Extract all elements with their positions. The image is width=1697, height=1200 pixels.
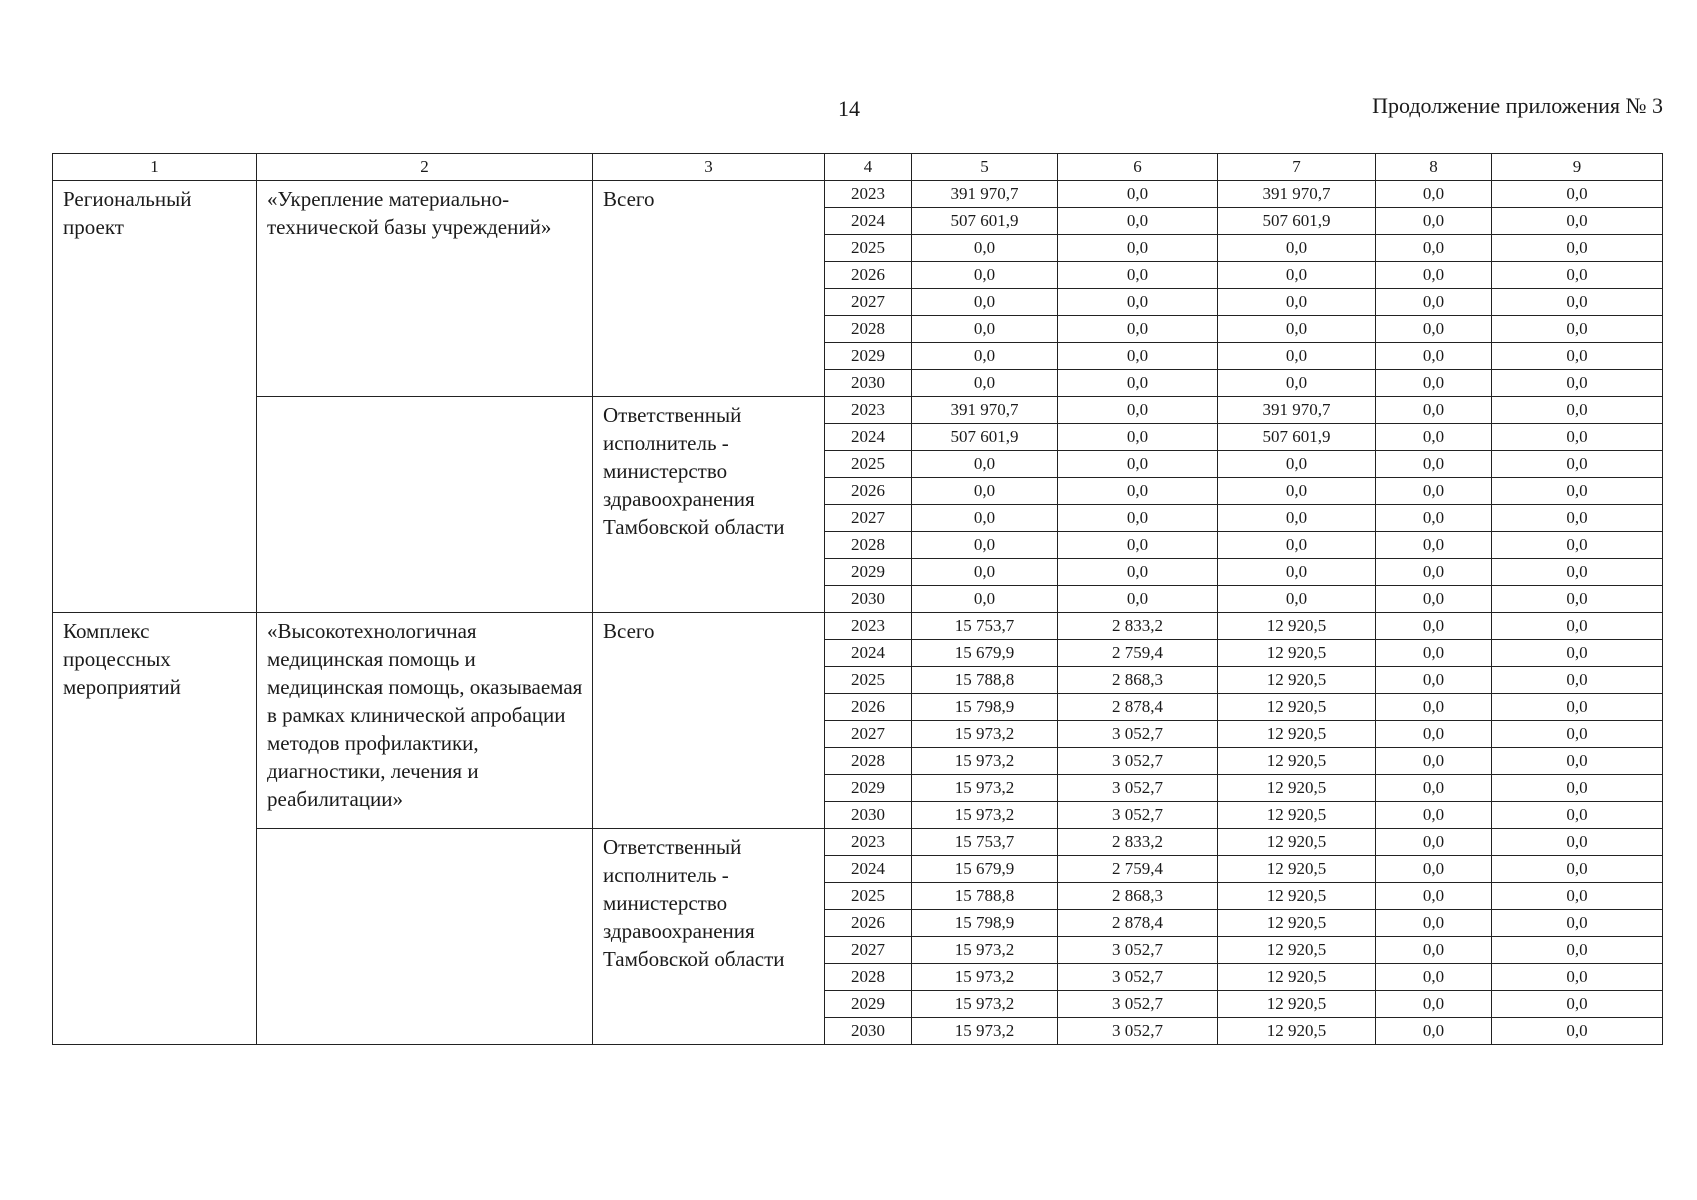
total-cell: 15 973,2: [912, 775, 1058, 802]
regional-cell: 0,0: [1218, 532, 1376, 559]
local-cell: 0,0: [1376, 883, 1492, 910]
total-cell: 15 973,2: [912, 1018, 1058, 1045]
regional-cell: 12 920,5: [1218, 748, 1376, 775]
other-cell: 0,0: [1492, 451, 1663, 478]
table-body: [53, 154, 1663, 1045]
table-row: [53, 181, 1663, 208]
year-cell: 2025: [825, 451, 912, 478]
federal-cell: 0,0: [1058, 586, 1218, 613]
total-cell: 15 788,8: [912, 667, 1058, 694]
regional-cell: 12 920,5: [1218, 802, 1376, 829]
local-cell: 0,0: [1376, 613, 1492, 640]
local-cell: 0,0: [1376, 856, 1492, 883]
local-cell: 0,0: [1376, 370, 1492, 397]
federal-cell: 0,0: [1058, 181, 1218, 208]
year-cell: 2030: [825, 1018, 912, 1045]
local-cell: 0,0: [1376, 289, 1492, 316]
total-cell: 391 970,7: [912, 181, 1058, 208]
regional-cell: 0,0: [1218, 235, 1376, 262]
total-cell: 0,0: [912, 262, 1058, 289]
year-cell: 2028: [825, 964, 912, 991]
regional-cell: 0,0: [1218, 262, 1376, 289]
total-cell: 391 970,7: [912, 397, 1058, 424]
year-cell: 2027: [825, 289, 912, 316]
federal-cell: 0,0: [1058, 397, 1218, 424]
year-cell: 2029: [825, 559, 912, 586]
other-cell: 0,0: [1492, 748, 1663, 775]
regional-cell: 0,0: [1218, 586, 1376, 613]
regional-cell: 12 920,5: [1218, 910, 1376, 937]
column-header: 1: [53, 154, 257, 181]
column-header: 8: [1376, 154, 1492, 181]
federal-cell: 0,0: [1058, 478, 1218, 505]
other-cell: 0,0: [1492, 991, 1663, 1018]
column-header: 5: [912, 154, 1058, 181]
total-cell: 15 973,2: [912, 964, 1058, 991]
other-cell: 0,0: [1492, 235, 1663, 262]
year-cell: 2027: [825, 505, 912, 532]
local-cell: 0,0: [1376, 424, 1492, 451]
local-cell: 0,0: [1376, 478, 1492, 505]
year-cell: 2029: [825, 343, 912, 370]
column-header: 2: [257, 154, 593, 181]
local-cell: 0,0: [1376, 1018, 1492, 1045]
year-cell: 2026: [825, 262, 912, 289]
total-cell: 15 753,7: [912, 613, 1058, 640]
group-label-cell: Всего: [593, 613, 825, 829]
local-cell: 0,0: [1376, 451, 1492, 478]
year-cell: 2030: [825, 802, 912, 829]
federal-cell: 3 052,7: [1058, 748, 1218, 775]
local-cell: 0,0: [1376, 694, 1492, 721]
regional-cell: 391 970,7: [1218, 397, 1376, 424]
column-header: 4: [825, 154, 912, 181]
other-cell: 0,0: [1492, 802, 1663, 829]
total-cell: 15 798,9: [912, 910, 1058, 937]
local-cell: 0,0: [1376, 532, 1492, 559]
federal-cell: 0,0: [1058, 532, 1218, 559]
other-cell: 0,0: [1492, 829, 1663, 856]
total-cell: 0,0: [912, 289, 1058, 316]
federal-cell: 2 878,4: [1058, 910, 1218, 937]
total-cell: 507 601,9: [912, 208, 1058, 235]
local-cell: 0,0: [1376, 343, 1492, 370]
year-cell: 2024: [825, 856, 912, 883]
year-cell: 2028: [825, 748, 912, 775]
federal-cell: 0,0: [1058, 505, 1218, 532]
total-cell: 15 679,9: [912, 856, 1058, 883]
other-cell: 0,0: [1492, 694, 1663, 721]
local-cell: 0,0: [1376, 505, 1492, 532]
federal-cell: 3 052,7: [1058, 721, 1218, 748]
total-cell: 15 788,8: [912, 883, 1058, 910]
total-cell: 0,0: [912, 532, 1058, 559]
local-cell: 0,0: [1376, 586, 1492, 613]
column-header: 9: [1492, 154, 1663, 181]
regional-cell: 0,0: [1218, 451, 1376, 478]
other-cell: 0,0: [1492, 343, 1663, 370]
local-cell: 0,0: [1376, 937, 1492, 964]
year-cell: 2024: [825, 640, 912, 667]
group-label-cell: Всего: [593, 181, 825, 397]
year-cell: 2028: [825, 532, 912, 559]
other-cell: 0,0: [1492, 262, 1663, 289]
year-cell: 2028: [825, 316, 912, 343]
column-header: 6: [1058, 154, 1218, 181]
continuation-label: Продолжение приложения № 3: [1372, 93, 1663, 118]
other-cell: 0,0: [1492, 937, 1663, 964]
regional-cell: 12 920,5: [1218, 964, 1376, 991]
year-cell: 2025: [825, 667, 912, 694]
table-row: [53, 829, 1663, 856]
total-cell: 0,0: [912, 235, 1058, 262]
regional-cell: 0,0: [1218, 316, 1376, 343]
other-cell: 0,0: [1492, 775, 1663, 802]
other-cell: 0,0: [1492, 505, 1663, 532]
regional-cell: 507 601,9: [1218, 424, 1376, 451]
year-cell: 2029: [825, 775, 912, 802]
other-cell: 0,0: [1492, 424, 1663, 451]
other-cell: 0,0: [1492, 559, 1663, 586]
federal-cell: 3 052,7: [1058, 937, 1218, 964]
federal-cell: 3 052,7: [1058, 964, 1218, 991]
total-cell: 0,0: [912, 559, 1058, 586]
federal-cell: 2 878,4: [1058, 694, 1218, 721]
federal-cell: 2 833,2: [1058, 613, 1218, 640]
regional-cell: 0,0: [1218, 478, 1376, 505]
local-cell: 0,0: [1376, 316, 1492, 343]
regional-cell: 12 920,5: [1218, 1018, 1376, 1045]
local-cell: 0,0: [1376, 748, 1492, 775]
local-cell: 0,0: [1376, 964, 1492, 991]
local-cell: 0,0: [1376, 991, 1492, 1018]
total-cell: 15 973,2: [912, 802, 1058, 829]
total-cell: 507 601,9: [912, 424, 1058, 451]
other-cell: 0,0: [1492, 208, 1663, 235]
block-name-cell: «Укрепление материально-технической базы учреждений»: [257, 181, 593, 397]
block-type-cell: Комплекс процессных мероприятий: [53, 613, 257, 1045]
federal-cell: 3 052,7: [1058, 775, 1218, 802]
regional-cell: 12 920,5: [1218, 613, 1376, 640]
total-cell: 15 973,2: [912, 991, 1058, 1018]
other-cell: 0,0: [1492, 289, 1663, 316]
funding-table: [52, 153, 1663, 1045]
federal-cell: 2 759,4: [1058, 640, 1218, 667]
regional-cell: 391 970,7: [1218, 181, 1376, 208]
federal-cell: 0,0: [1058, 262, 1218, 289]
year-cell: 2026: [825, 478, 912, 505]
federal-cell: 0,0: [1058, 451, 1218, 478]
federal-cell: 0,0: [1058, 235, 1218, 262]
other-cell: 0,0: [1492, 667, 1663, 694]
other-cell: 0,0: [1492, 181, 1663, 208]
local-cell: 0,0: [1376, 262, 1492, 289]
block-name-empty-cell: [257, 397, 593, 613]
regional-cell: 12 920,5: [1218, 991, 1376, 1018]
other-cell: 0,0: [1492, 316, 1663, 343]
federal-cell: 3 052,7: [1058, 1018, 1218, 1045]
year-cell: 2030: [825, 370, 912, 397]
block-name-empty-cell: [257, 829, 593, 1045]
total-cell: 0,0: [912, 316, 1058, 343]
local-cell: 0,0: [1376, 559, 1492, 586]
total-cell: 0,0: [912, 586, 1058, 613]
other-cell: 0,0: [1492, 721, 1663, 748]
total-cell: 15 973,2: [912, 748, 1058, 775]
total-cell: 15 973,2: [912, 721, 1058, 748]
regional-cell: 12 920,5: [1218, 640, 1376, 667]
regional-cell: 12 920,5: [1218, 829, 1376, 856]
local-cell: 0,0: [1376, 829, 1492, 856]
local-cell: 0,0: [1376, 910, 1492, 937]
federal-cell: 0,0: [1058, 316, 1218, 343]
total-cell: 0,0: [912, 370, 1058, 397]
local-cell: 0,0: [1376, 640, 1492, 667]
year-cell: 2026: [825, 910, 912, 937]
year-cell: 2027: [825, 721, 912, 748]
year-cell: 2023: [825, 181, 912, 208]
regional-cell: 0,0: [1218, 289, 1376, 316]
regional-cell: 0,0: [1218, 505, 1376, 532]
regional-cell: 12 920,5: [1218, 775, 1376, 802]
total-cell: 15 753,7: [912, 829, 1058, 856]
year-cell: 2026: [825, 694, 912, 721]
total-cell: 15 973,2: [912, 937, 1058, 964]
regional-cell: 0,0: [1218, 559, 1376, 586]
federal-cell: 2 868,3: [1058, 883, 1218, 910]
other-cell: 0,0: [1492, 856, 1663, 883]
year-cell: 2023: [825, 397, 912, 424]
local-cell: 0,0: [1376, 721, 1492, 748]
regional-cell: 12 920,5: [1218, 694, 1376, 721]
block-name-cell: «Высокотехнологичная медицинская помощь и медицинская помощь, оказываемая в рамках клинической апробации методов профилактики, диагностики, лечения и реабилитации»: [257, 613, 593, 829]
federal-cell: 3 052,7: [1058, 802, 1218, 829]
year-cell: 2027: [825, 937, 912, 964]
local-cell: 0,0: [1376, 181, 1492, 208]
total-cell: 15 679,9: [912, 640, 1058, 667]
local-cell: 0,0: [1376, 397, 1492, 424]
total-cell: 0,0: [912, 505, 1058, 532]
federal-cell: 0,0: [1058, 343, 1218, 370]
other-cell: 0,0: [1492, 910, 1663, 937]
regional-cell: 12 920,5: [1218, 721, 1376, 748]
federal-cell: 2 759,4: [1058, 856, 1218, 883]
regional-cell: 507 601,9: [1218, 208, 1376, 235]
total-cell: 0,0: [912, 343, 1058, 370]
column-header: 3: [593, 154, 825, 181]
local-cell: 0,0: [1376, 667, 1492, 694]
year-cell: 2030: [825, 586, 912, 613]
regional-cell: 12 920,5: [1218, 667, 1376, 694]
regional-cell: 12 920,5: [1218, 856, 1376, 883]
other-cell: 0,0: [1492, 478, 1663, 505]
year-cell: 2025: [825, 883, 912, 910]
year-cell: 2029: [825, 991, 912, 1018]
other-cell: 0,0: [1492, 1018, 1663, 1045]
year-cell: 2024: [825, 208, 912, 235]
year-cell: 2025: [825, 235, 912, 262]
column-header-row: [53, 154, 1663, 181]
federal-cell: 0,0: [1058, 289, 1218, 316]
other-cell: 0,0: [1492, 370, 1663, 397]
year-cell: 2024: [825, 424, 912, 451]
other-cell: 0,0: [1492, 640, 1663, 667]
block-type-cell: Региональный проект: [53, 181, 257, 613]
local-cell: 0,0: [1376, 208, 1492, 235]
column-header: 7: [1218, 154, 1376, 181]
other-cell: 0,0: [1492, 586, 1663, 613]
regional-cell: 12 920,5: [1218, 883, 1376, 910]
other-cell: 0,0: [1492, 613, 1663, 640]
group-label-cell: Ответственный исполнитель - министерство здравоохранения Тамбовской области: [593, 829, 825, 1045]
group-label-cell: Ответственный исполнитель - министерство здравоохранения Тамбовской области: [593, 397, 825, 613]
regional-cell: 0,0: [1218, 343, 1376, 370]
total-cell: 15 798,9: [912, 694, 1058, 721]
table-row: [53, 397, 1663, 424]
other-cell: 0,0: [1492, 964, 1663, 991]
local-cell: 0,0: [1376, 235, 1492, 262]
total-cell: 0,0: [912, 451, 1058, 478]
federal-cell: 0,0: [1058, 559, 1218, 586]
regional-cell: 0,0: [1218, 370, 1376, 397]
federal-cell: 0,0: [1058, 208, 1218, 235]
regional-cell: 12 920,5: [1218, 937, 1376, 964]
page-number: 14: [838, 96, 860, 121]
other-cell: 0,0: [1492, 532, 1663, 559]
total-cell: 0,0: [912, 478, 1058, 505]
other-cell: 0,0: [1492, 397, 1663, 424]
federal-cell: 2 868,3: [1058, 667, 1218, 694]
other-cell: 0,0: [1492, 883, 1663, 910]
local-cell: 0,0: [1376, 775, 1492, 802]
year-cell: 2023: [825, 829, 912, 856]
federal-cell: 0,0: [1058, 424, 1218, 451]
federal-cell: 2 833,2: [1058, 829, 1218, 856]
year-cell: 2023: [825, 613, 912, 640]
federal-cell: 0,0: [1058, 370, 1218, 397]
table-row: [53, 613, 1663, 640]
local-cell: 0,0: [1376, 802, 1492, 829]
federal-cell: 3 052,7: [1058, 991, 1218, 1018]
